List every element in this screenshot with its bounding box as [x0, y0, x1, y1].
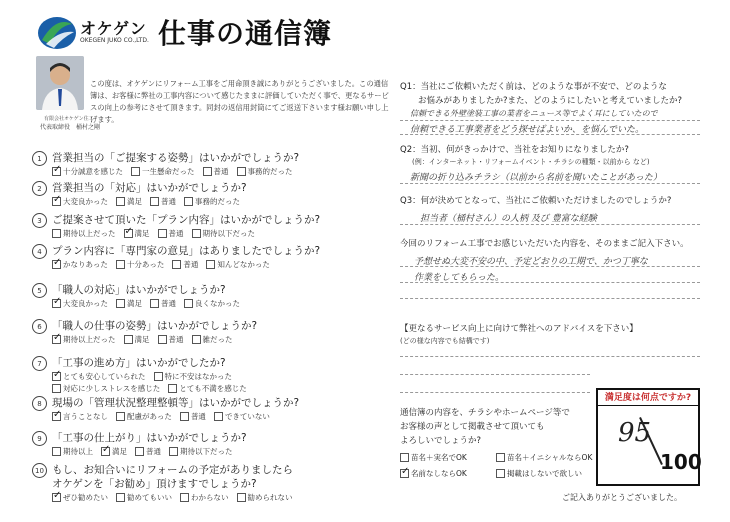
- president-company: 有限会社オケゲン住工: [44, 116, 94, 122]
- option-label: 満足: [134, 229, 150, 238]
- option-label: 期待以上: [63, 447, 93, 456]
- q3-answer: 担当者（桶村さん）の人柄 及び 豊富な経験: [420, 214, 597, 224]
- checkbox-icon[interactable]: [135, 447, 144, 456]
- option-checkbox[interactable]: [158, 228, 184, 239]
- checkbox-icon[interactable]: [496, 469, 505, 478]
- option-checkbox[interactable]: [52, 166, 123, 177]
- option-row: [52, 334, 241, 345]
- question-text: 営業担当の「対応」はいかがでしょうか?: [52, 182, 247, 194]
- option-label: 掲載はしないで欲しい: [507, 469, 582, 478]
- option-checkbox[interactable]: [52, 228, 116, 239]
- option-checkbox[interactable]: [184, 196, 240, 207]
- page-title: 仕事の通信簿: [158, 17, 333, 50]
- option-checkbox[interactable]: [124, 334, 150, 345]
- question-number: 4: [32, 244, 47, 259]
- option-label: 普通: [168, 335, 184, 344]
- checkbox-icon[interactable]: [52, 447, 61, 456]
- option-row: [52, 446, 241, 457]
- option-checkbox[interactable]: [101, 446, 127, 457]
- option-label: 大変良かった: [63, 197, 108, 206]
- option-checkbox[interactable]: [172, 259, 198, 270]
- option-checkbox[interactable]: [180, 492, 229, 503]
- option-checkbox[interactable]: [192, 334, 233, 345]
- checkbox-icon[interactable]: [150, 299, 159, 308]
- q1-label-2: お悩みがありましたか?また、どのようにしたいと考えていましたか?: [418, 96, 683, 106]
- checkbox-icon[interactable]: [192, 229, 201, 238]
- option-label: 十分誠意を感じた: [63, 167, 123, 176]
- option-checkbox[interactable]: [169, 446, 233, 457]
- option-checkbox[interactable]: [116, 298, 142, 309]
- checkbox-icon[interactable]: [154, 372, 163, 381]
- option-label: 苗名＋実名でOK: [411, 453, 467, 462]
- checkbox-icon[interactable]: [131, 167, 140, 176]
- question-number: 2: [32, 181, 47, 196]
- thanks-text: ご記入ありがとうございました。: [562, 493, 682, 502]
- option-label: 事務的だった: [195, 197, 240, 206]
- option-checkbox[interactable]: [52, 371, 146, 382]
- option-checkbox[interactable]: [184, 298, 240, 309]
- question-text-2: オケゲンを「お勧め」頂けますでしょうか?: [52, 478, 257, 490]
- checkbox-icon[interactable]: [184, 299, 193, 308]
- checkbox-icon[interactable]: [169, 447, 178, 456]
- option-row: [52, 492, 301, 503]
- option-checkbox[interactable]: [52, 492, 108, 503]
- publish-line-1: 通信簿の内容を、チラシやホームページ等で: [400, 408, 570, 418]
- option-label: 勧めてもいい: [127, 493, 172, 502]
- checkbox-icon[interactable]: [184, 197, 193, 206]
- option-label: 十分あった: [126, 260, 165, 269]
- option-label: できていない: [224, 412, 270, 421]
- publish-option[interactable]: [496, 452, 592, 463]
- option-label: 大変良かった: [63, 299, 108, 308]
- option-label: 名前なしならOK: [411, 469, 467, 478]
- score-label: 満足度は何点ですか?: [596, 388, 700, 406]
- checkbox-icon[interactable]: [116, 197, 125, 206]
- president-name: 代表取締役 桶村之剛: [40, 124, 101, 131]
- checkbox-icon[interactable]: [237, 167, 246, 176]
- option-row: [52, 259, 278, 270]
- option-label: 期待以下だった: [202, 229, 255, 238]
- option-label: 特に不安はなかった: [164, 372, 232, 381]
- q2-label: Q2：当初、何がきっかけで、当社をお知りになりましたか?: [400, 145, 629, 155]
- option-checkbox[interactable]: [237, 166, 293, 177]
- checkbox-icon[interactable]: [206, 260, 215, 269]
- question-number: 9: [32, 431, 47, 446]
- option-label: 普通: [161, 197, 176, 206]
- checkbox-icon[interactable]: [237, 493, 246, 502]
- question-number: 5: [32, 283, 47, 298]
- option-label: 期待以下だった: [180, 447, 233, 456]
- score-max: 100: [660, 450, 702, 474]
- checkbox-icon[interactable]: [116, 299, 125, 308]
- option-row: [52, 411, 278, 422]
- option-checkbox[interactable]: [180, 411, 206, 422]
- option-checkbox[interactable]: [150, 298, 176, 309]
- question-number: 10: [32, 463, 47, 478]
- option-checkbox[interactable]: [203, 166, 229, 177]
- checkbox-icon[interactable]: [400, 469, 409, 478]
- logo-text: オケゲン: [80, 19, 147, 38]
- question-text: 「工事の仕上がり」はいかがでしょうか?: [52, 432, 247, 444]
- score-value: 95: [618, 418, 652, 448]
- option-label: 満足: [127, 197, 142, 206]
- advice-sub: (どの様な内容でも結構です): [400, 337, 490, 345]
- checkbox-icon[interactable]: [124, 335, 133, 344]
- option-label: 言うことなし: [63, 412, 108, 421]
- option-checkbox[interactable]: [116, 259, 164, 270]
- option-checkbox[interactable]: [158, 334, 184, 345]
- checkbox-icon[interactable]: [150, 197, 159, 206]
- advice-label: 【更なるサービス向上に向けて弊社へのアドバイスを下さい】: [400, 324, 638, 334]
- option-checkbox[interactable]: [206, 259, 270, 270]
- publish-option[interactable]: [496, 468, 582, 479]
- option-label: 一生懸命だった: [142, 167, 195, 176]
- option-checkbox[interactable]: [150, 196, 176, 207]
- publish-line-3: よろしいでしょうか?: [400, 436, 482, 446]
- option-label: 良くなかった: [195, 299, 240, 308]
- q1-answer-1: 信頼できる外壁塗装工事の業者をニュース等でよく耳にしていたので: [410, 109, 658, 118]
- checkbox-icon[interactable]: [52, 167, 61, 176]
- option-row: [52, 228, 263, 239]
- question-text: 現場の「管理状況整理整頓等」はいかがでしょうか?: [52, 397, 300, 409]
- option-checkbox[interactable]: [52, 259, 108, 270]
- option-label: 期待以上だった: [63, 229, 116, 238]
- question-text: プラン内容に「専門家の意見」はありましたでしょうか?: [52, 245, 321, 257]
- option-label: ぜひ勧めたい: [63, 493, 108, 502]
- option-checkbox[interactable]: [168, 383, 247, 394]
- question-text: 「工事の進め方」はいかがでしたか?: [52, 357, 226, 369]
- publish-option[interactable]: [400, 468, 467, 479]
- intro-text: この度は、オケゲンにリフォーム工事をご用命頂き誠にありがとうございました。この通信簿は、お客様に弊社の工事内容について感じたままに評価していただく事で、更なるサービスの向上の参考にさせて頂きます。同封の返信用封筒にてご返送下さいます様お願い申し上げます。: [90, 79, 389, 124]
- publish-line-2: お客様の声として掲載させて頂いても: [400, 422, 545, 432]
- option-checkbox[interactable]: [52, 334, 116, 345]
- checkbox-icon[interactable]: [172, 260, 181, 269]
- question-text: 「職人の対応」はいかがでしょうか?: [52, 284, 226, 296]
- checkbox-icon[interactable]: [52, 197, 61, 206]
- publish-option[interactable]: [400, 452, 467, 463]
- question-text: 営業担当の「ご提案する姿勢」はいかがでしょうか?: [52, 152, 300, 164]
- option-label: 配慮があった: [127, 412, 172, 421]
- checkbox-icon[interactable]: [214, 412, 223, 421]
- option-checkbox[interactable]: [214, 411, 270, 422]
- option-label: かなりあった: [63, 260, 108, 269]
- checkbox-icon[interactable]: [192, 335, 201, 344]
- checkbox-icon[interactable]: [158, 229, 167, 238]
- checkbox-icon[interactable]: [52, 335, 61, 344]
- question-number: 7: [32, 356, 47, 371]
- q2-answer: 新聞の折り込みチラシ（以前から名前を聞いたことがあった）: [410, 173, 662, 183]
- option-checkbox[interactable]: [237, 492, 293, 503]
- question-number: 3: [32, 213, 47, 228]
- checkbox-icon[interactable]: [52, 229, 61, 238]
- option-checkbox[interactable]: [52, 196, 108, 207]
- option-checkbox[interactable]: [52, 298, 108, 309]
- option-label: とても安心していられた: [63, 372, 146, 381]
- option-label: 期待以上だった: [63, 335, 116, 344]
- option-label: 普通: [213, 167, 229, 176]
- option-label: 雑だった: [202, 335, 233, 344]
- checkbox-icon[interactable]: [203, 167, 212, 176]
- option-checkbox[interactable]: [116, 492, 172, 503]
- checkbox-icon[interactable]: [496, 453, 505, 462]
- checkbox-icon[interactable]: [52, 299, 61, 308]
- question-text: ご提案させて頂いた「プラン内容」はいかがでしょうか?: [52, 214, 321, 226]
- option-checkbox[interactable]: [135, 446, 161, 457]
- option-checkbox[interactable]: [131, 166, 195, 177]
- option-checkbox[interactable]: [124, 228, 150, 239]
- option-row: [52, 298, 248, 309]
- option-label: 満足: [134, 335, 150, 344]
- q1-label: Q1：当社にご依頼いただく前は、どのような事が不安で、どのような: [400, 82, 667, 92]
- checkbox-icon[interactable]: [116, 493, 125, 502]
- option-label: 普通: [183, 260, 199, 269]
- option-row: [52, 383, 255, 394]
- option-label: 苗名＋イニシャルならOK: [507, 453, 593, 462]
- option-label: 満足: [127, 299, 142, 308]
- checkbox-icon[interactable]: [101, 447, 110, 456]
- option-label: 対応に少しストレスを感じた: [63, 384, 161, 393]
- question-text: もし、お知合いにリフォームの予定がありましたら: [52, 464, 293, 476]
- q3-label: Q3：何が決めてとなって、当社にご依頼いただけましたのでしょうか?: [400, 196, 672, 206]
- option-label: 普通: [146, 447, 161, 456]
- checkbox-icon[interactable]: [116, 412, 125, 421]
- question-number: 6: [32, 319, 47, 334]
- option-label: 事務的だった: [247, 167, 293, 176]
- option-row: [52, 166, 301, 177]
- option-label: 普通: [190, 412, 206, 421]
- checkbox-icon[interactable]: [52, 493, 61, 502]
- option-checkbox[interactable]: [192, 228, 256, 239]
- question-text: 「職人の仕事の姿勢」はいかがでしょうか?: [52, 320, 258, 332]
- logo-subtitle: OKEGEN JUKO CO.,LTD.: [80, 37, 149, 44]
- president-photo: [36, 56, 84, 110]
- checkbox-icon[interactable]: [52, 412, 61, 421]
- checkbox-icon[interactable]: [180, 493, 189, 502]
- checkbox-icon[interactable]: [158, 335, 167, 344]
- option-checkbox[interactable]: [52, 446, 93, 457]
- option-label: わからない: [191, 493, 229, 502]
- option-label: 知んどなかった: [217, 260, 270, 269]
- checkbox-icon[interactable]: [124, 229, 133, 238]
- checkbox-icon[interactable]: [52, 260, 61, 269]
- checkbox-icon[interactable]: [400, 453, 409, 462]
- option-row: [52, 196, 248, 207]
- option-checkbox[interactable]: [154, 371, 233, 382]
- question-number: 8: [32, 396, 47, 411]
- impression-answer-1: 予想せぬ大変不安の中、予定どおりの工期で、かつ丁寧な: [414, 257, 648, 267]
- impression-label: 今回のリフォーム工事でお感じいただいた内容を、そのままご記入下さい。: [400, 239, 689, 249]
- option-label: 普通: [161, 299, 176, 308]
- checkbox-icon[interactable]: [180, 412, 189, 421]
- option-checkbox[interactable]: [52, 411, 108, 422]
- option-label: とても不満を感じた: [179, 384, 247, 393]
- checkbox-icon[interactable]: [116, 260, 125, 269]
- option-checkbox[interactable]: [116, 411, 172, 422]
- question-number: 1: [32, 151, 47, 166]
- option-label: 普通: [168, 229, 184, 238]
- option-label: 勧められない: [247, 493, 293, 502]
- option-label: 満足: [112, 447, 127, 456]
- option-checkbox[interactable]: [52, 383, 160, 394]
- company-logo-icon: [36, 14, 78, 52]
- checkbox-icon[interactable]: [168, 384, 177, 393]
- q1-answer-2: 信頼できる工事業者をどう探せばよいか、を悩んでいた。: [410, 125, 645, 135]
- checkbox-icon[interactable]: [52, 384, 61, 393]
- option-row: [52, 371, 240, 382]
- option-checkbox[interactable]: [116, 196, 142, 207]
- q2-sub: (例：インターネット・リフォームイベント・チラシの種類・以前から など): [412, 158, 650, 166]
- impression-answer-2: 作業をしてもらった。: [414, 273, 505, 283]
- checkbox-icon[interactable]: [52, 372, 61, 381]
